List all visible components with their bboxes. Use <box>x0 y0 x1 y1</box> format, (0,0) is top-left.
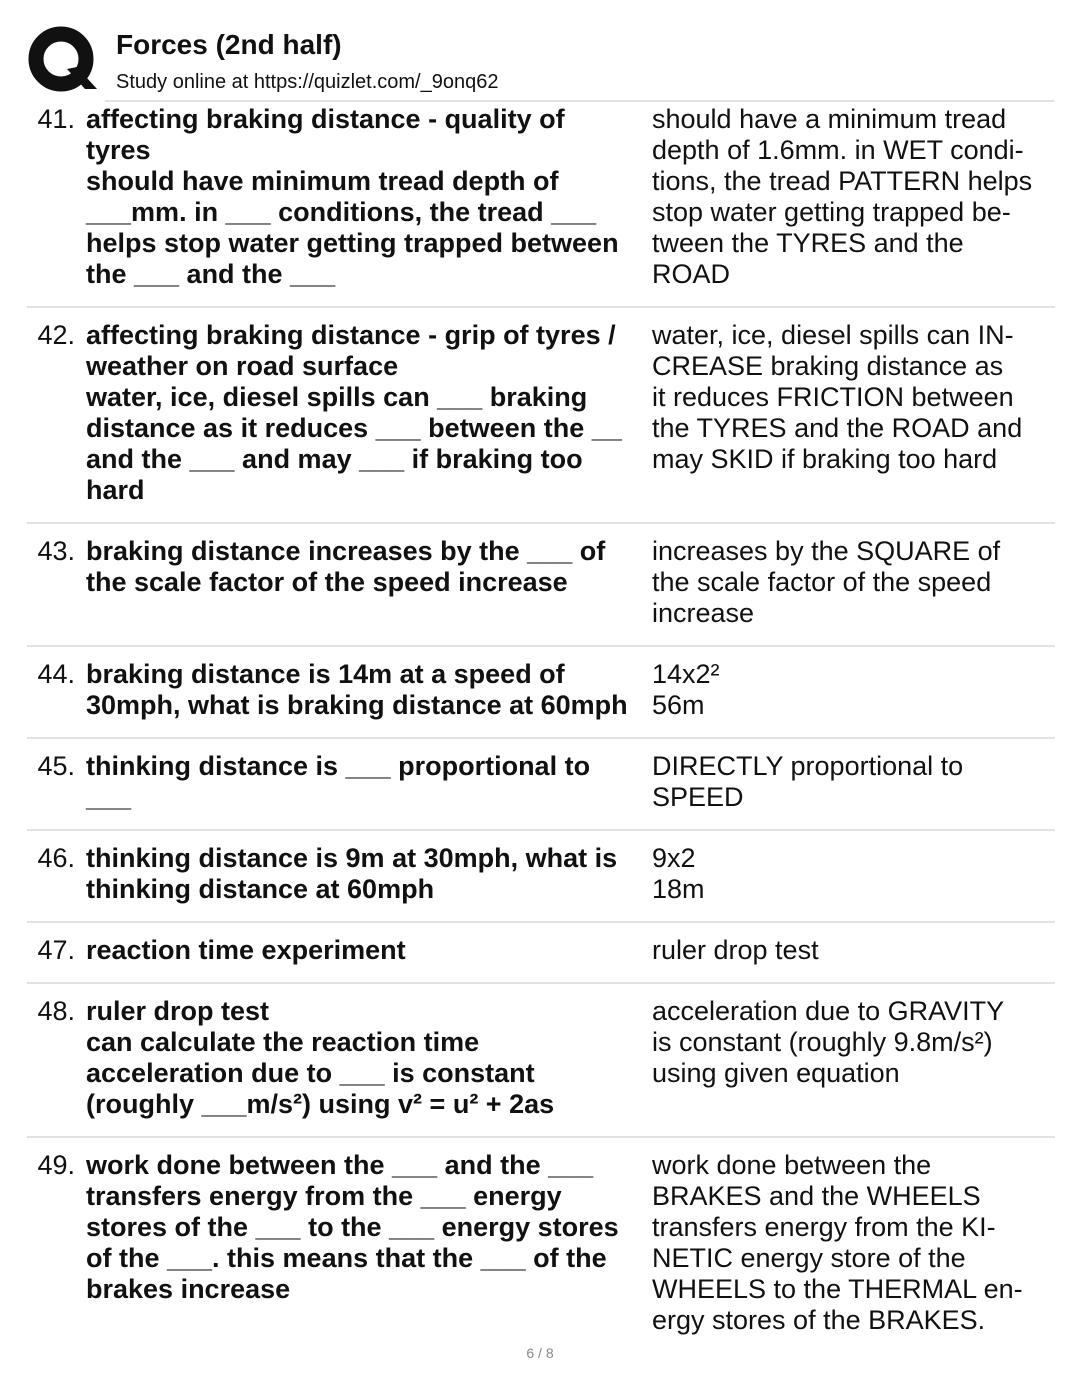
term-line: (roughly ___m/s²) using v² = u² + 2as <box>86 1089 555 1119</box>
definition-line: BRAKES and the WHEELS <box>652 1181 981 1211</box>
definition-line: ergy stores of the BRAKES. <box>652 1305 986 1335</box>
term-line: and the ___ and may ___ if braking too <box>86 444 583 474</box>
definition-line: work done between the <box>652 1150 932 1180</box>
term-line: ___ <box>86 782 132 812</box>
definition-line: transfers energy from the KI- <box>652 1212 996 1242</box>
definition-line: stop water getting trapped be- <box>652 197 1011 227</box>
term-line: of the ___. this means that the ___ of the <box>86 1243 607 1273</box>
term-line: affecting braking distance - quality of <box>86 104 565 134</box>
term-line: stores of the ___ to the ___ energy stores <box>86 1212 619 1242</box>
card-definition <box>652 935 1055 966</box>
card-term <box>86 935 652 966</box>
definition-line: the TYRES and the ROAD and <box>652 413 1023 443</box>
definition-line: is constant (roughly 9.8m/s²) <box>652 1027 993 1057</box>
quizlet-logo-icon <box>27 25 99 95</box>
card-number: 47. <box>37 935 75 965</box>
term-line: thinking distance at 60mph <box>86 874 435 904</box>
term-line: the ___ and the ___ <box>86 259 336 289</box>
card-definition <box>652 996 1055 1120</box>
flashcard-row <box>27 647 1055 739</box>
term-line: weather on road surface <box>86 351 399 381</box>
term-line: hard <box>86 475 145 505</box>
term-line: distance as it reduces ___ between the __ <box>86 413 622 443</box>
definition-line: acceleration due to GRAVITY <box>652 996 1005 1026</box>
card-term <box>86 104 652 290</box>
term-line: the scale factor of the speed increase <box>86 567 568 597</box>
card-definition <box>652 104 1055 290</box>
card-number: 48. <box>37 996 75 1026</box>
term-line: acceleration due to ___ is constant <box>86 1058 535 1088</box>
term-line: thinking distance is 9m at 30mph, what is <box>86 843 618 873</box>
definition-line: it reduces FRICTION between <box>652 382 1014 412</box>
term-line: can calculate the reaction time <box>86 1027 480 1057</box>
card-number: 43. <box>37 536 75 566</box>
card-term <box>86 996 652 1120</box>
term-line: 30mph, what is braking distance at 60mph <box>86 690 628 720</box>
definition-line: CREASE braking distance as <box>652 351 1004 381</box>
definition-line: SPEED <box>652 782 744 812</box>
card-number: 45. <box>37 751 75 781</box>
term-line: tyres <box>86 135 151 165</box>
card-term <box>86 536 652 629</box>
definition-line: water, ice, diesel spills can IN- <box>652 320 1014 350</box>
flashcard-row <box>27 524 1055 647</box>
flashcard-row <box>27 739 1055 831</box>
card-definition <box>652 1150 1055 1336</box>
flashcard-row <box>27 923 1055 984</box>
definition-line: using given equation <box>652 1058 900 1088</box>
definition-line: 9x2 <box>652 843 696 873</box>
flashcard-row <box>27 102 1055 308</box>
card-definition <box>652 843 1055 905</box>
definition-line: ruler drop test <box>652 935 819 965</box>
term-line: braking distance increases by the ___ of <box>86 536 606 566</box>
card-definition <box>652 659 1055 721</box>
card-term <box>86 751 652 813</box>
definition-line: depth of 1.6mm. in WET condi- <box>652 135 1024 165</box>
term-line: braking distance is 14m at a speed of <box>86 659 565 689</box>
definition-line: the scale factor of the speed <box>652 567 992 597</box>
term-line: reaction time experiment <box>86 935 406 965</box>
term-line: affecting braking distance - grip of tyres / <box>86 320 616 350</box>
study-link-text: Study online at https://quizlet.com/_9onq62 <box>116 71 499 93</box>
page-header <box>0 0 1080 100</box>
card-number: 44. <box>37 659 75 689</box>
term-line: helps stop water getting trapped between <box>86 228 619 258</box>
definition-line: increases by the SQUARE of <box>652 536 1001 566</box>
page-number: 6 / 8 <box>526 1345 554 1361</box>
definition-line: 14x2² <box>652 659 720 689</box>
term-line: ruler drop test <box>86 996 270 1026</box>
term-line: thinking distance is ___ proportional to <box>86 751 591 781</box>
flashcard-list <box>27 102 1055 1336</box>
card-number: 42. <box>37 320 75 350</box>
definition-line: NETIC energy store of the <box>652 1243 966 1273</box>
definition-line: should have a minimum tread <box>652 104 1007 134</box>
card-number: 41. <box>37 104 75 134</box>
card-number: 46. <box>37 843 75 873</box>
flashcard-row <box>27 308 1055 524</box>
definition-line: tween the TYRES and the <box>652 228 964 258</box>
definition-line: 56m <box>652 690 705 720</box>
term-line: water, ice, diesel spills can ___ braking <box>86 382 588 412</box>
term-line: work done between the ___ and the ___ <box>86 1150 594 1180</box>
definition-line: increase <box>652 598 755 628</box>
definition-line: WHEELS to the THERMAL en- <box>652 1274 1023 1304</box>
card-term <box>86 1150 652 1336</box>
definition-line: may SKID if braking too hard <box>652 444 998 474</box>
flashcard-row <box>27 831 1055 923</box>
definition-line: 18m <box>652 874 705 904</box>
definition-line: DIRECTLY proportional to <box>652 751 964 781</box>
card-definition <box>652 536 1055 629</box>
definition-line: ROAD <box>652 259 731 289</box>
term-line: transfers energy from the ___ energy <box>86 1181 562 1211</box>
term-line: ___mm. in ___ conditions, the tread ___ <box>86 197 597 227</box>
card-term <box>86 659 652 721</box>
card-term <box>86 843 652 905</box>
definition-line: tions, the tread PATTERN helps <box>652 166 1033 196</box>
card-definition <box>652 751 1055 813</box>
card-number: 49. <box>37 1150 75 1180</box>
card-definition <box>652 320 1055 506</box>
term-line: should have minimum tread depth of <box>86 166 559 196</box>
page-title: Forces (2nd half) <box>116 29 342 60</box>
flashcard-row <box>27 984 1055 1138</box>
flashcard-row <box>27 1138 1055 1336</box>
card-term <box>86 320 652 506</box>
term-line: brakes increase <box>86 1274 291 1304</box>
